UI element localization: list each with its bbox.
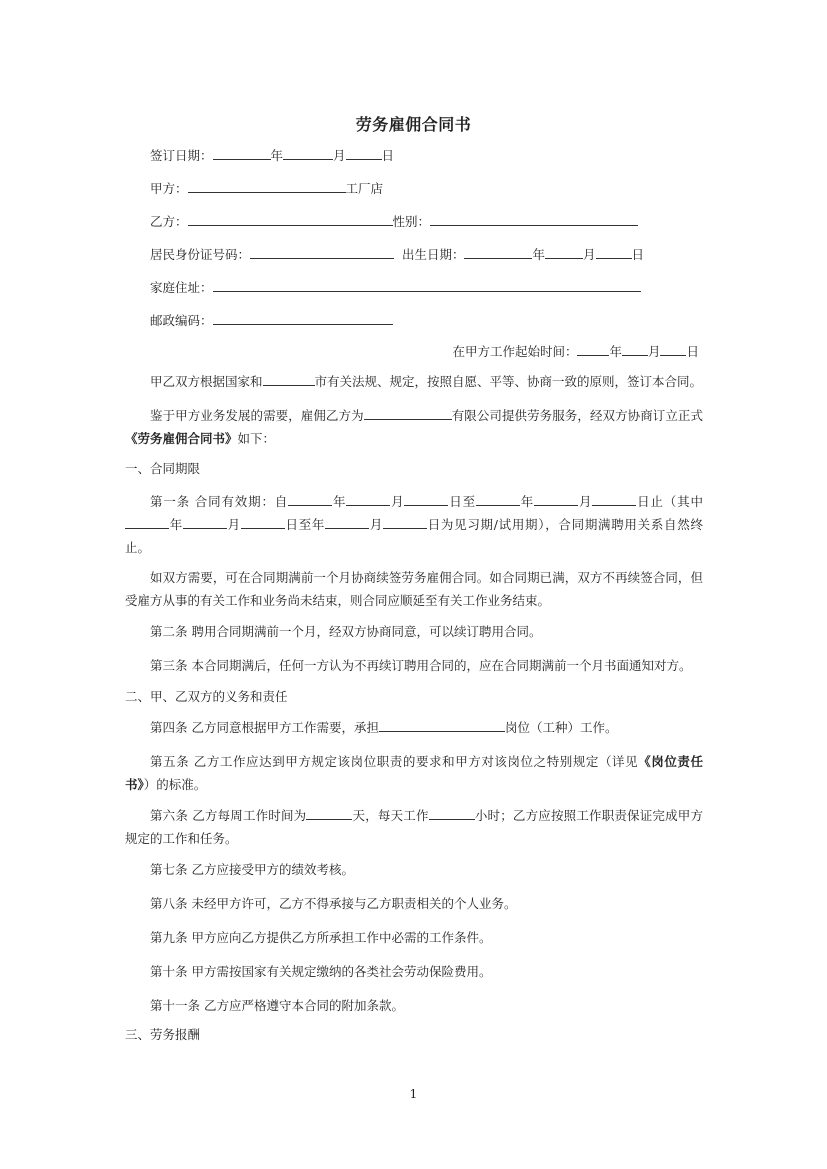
party-a-suffix: 工厂店: [345, 181, 384, 196]
id-label: 居民身份证号码：: [150, 247, 251, 262]
party-b-blank[interactable]: [188, 213, 393, 226]
birth-day-blank[interactable]: [596, 246, 632, 259]
trial-start-day-blank[interactable]: [241, 516, 285, 529]
trial-start-year-blank[interactable]: [125, 516, 169, 529]
start-day-blank[interactable]: [660, 343, 686, 356]
term-end-month-blank[interactable]: [534, 493, 578, 506]
gender-label: 性别：: [392, 214, 431, 229]
id-blank[interactable]: [250, 246, 394, 259]
intro-paragraph-2: 鉴于甲方业务发展的需要，雇佣乙方为 有限公司提供劳务服务，经双方协商订立正式《劳务雇佣合同书》如下：: [125, 408, 703, 446]
postcode-blank[interactable]: [213, 312, 393, 325]
party-b-label: 乙方：: [150, 214, 188, 229]
start-label: 在甲方工作起始时间：: [452, 344, 578, 359]
article-10: 第十条 甲方需按国家有关规定缴纳的各类社会劳动保险费用。: [150, 964, 492, 979]
article-11: 第十一条 乙方应严格遵守本合同的附加条款。: [150, 998, 404, 1013]
article-4: 第四条 乙方同意根据甲方工作需要，承担 岗位（工种）工作。: [150, 720, 618, 735]
id-birth-line: 居民身份证号码： 出生日期： 年 月 日: [150, 247, 645, 262]
month-blank[interactable]: [283, 147, 333, 160]
party-a-label: 甲方：: [150, 181, 188, 196]
article-2: 第二条 聘用合同期满前一个月，经双方协商同意，可以续订聘用合同。: [150, 624, 542, 639]
article-3: 第三条 本合同期满后，任何一方认为不再续订聘用合同的，应在合同期满前一个月书面通知对方。: [150, 658, 692, 673]
address-label: 家庭住址：: [150, 280, 213, 295]
day-blank[interactable]: [346, 147, 382, 160]
sign-date-line: 签订日期： 年 月 日: [150, 148, 395, 163]
birth-year-blank[interactable]: [464, 246, 532, 259]
birth-month-blank[interactable]: [545, 246, 583, 259]
company-blank[interactable]: [364, 407, 452, 420]
term-start-day-blank[interactable]: [404, 493, 448, 506]
party-a-line: [150, 180, 383, 197]
party-a-blank[interactable]: [188, 180, 346, 193]
postcode-label: 邮政编码：: [150, 313, 213, 328]
article-7: 第七条 乙方应接受甲方的绩效考核。: [150, 862, 354, 877]
gender-blank[interactable]: [430, 213, 638, 226]
year-blank[interactable]: [213, 147, 271, 160]
address-blank[interactable]: [213, 279, 641, 292]
section-heading-2: 二、甲、乙双方的义务和责任: [125, 689, 288, 704]
job-duty-ref: 《岗位责任书》: [125, 754, 703, 792]
contract-title-ref: 《劳务雇佣合同书》: [125, 431, 238, 446]
sign-date-label: 签订日期：: [150, 148, 213, 163]
start-month-blank[interactable]: [622, 343, 648, 356]
term-end-day-blank[interactable]: [592, 493, 636, 506]
birth-label: 出生日期：: [401, 247, 465, 262]
term-start-month-blank[interactable]: [346, 493, 390, 506]
article-5: 第五条 乙方工作应达到甲方规定该岗位职责的要求和甲方对该岗位之特别规定（详见《岗位责任书》）的标准。: [125, 754, 703, 792]
postcode-line: [150, 312, 393, 329]
renewal-paragraph: 如双方需要，可在合同期满前一个月协商续签劳务雇佣合同。如合同期已满，双方不再续签合同，但受雇方从事的有关工作和业务尚未结束，则合同应顺延至有关工作业务结束。: [125, 570, 703, 608]
article-9: 第九条 甲方应向乙方提供乙方所承担工作中必需的工作条件。: [150, 930, 492, 945]
document-title: 劳务雇佣合同书: [355, 115, 472, 134]
city-blank[interactable]: [263, 373, 315, 386]
start-time-line: 在甲方工作起始时间： 年 月 日: [452, 344, 699, 359]
section-heading-3: 三、劳务报酬: [125, 1027, 201, 1042]
address-line: [150, 279, 641, 296]
trial-end-month-blank[interactable]: [325, 516, 369, 529]
trial-start-month-blank[interactable]: [183, 516, 227, 529]
hours-per-day-blank[interactable]: [429, 807, 475, 820]
article-6: 第六条 乙方每周工作时间为 天，每天工作 小时；乙方应按照工作职责保证完成甲方规定的工作和任务。: [125, 808, 703, 846]
days-per-week-blank[interactable]: [306, 807, 352, 820]
page-number: 1: [409, 1087, 418, 1101]
party-b-line: [150, 213, 638, 230]
term-start-year-blank[interactable]: [288, 493, 332, 506]
section-heading-1: 一、合同期限: [125, 461, 201, 476]
article-8: 第八条 未经甲方许可，乙方不得承接与乙方职责相关的个人业务。: [150, 896, 517, 911]
position-blank[interactable]: [379, 719, 505, 732]
start-year-blank[interactable]: [577, 343, 609, 356]
intro-paragraph-1: 甲乙双方根据国家和 市有关法规、规定，按照自愿、平等、协商一致的原则，签订本合同。: [150, 374, 703, 389]
article-1: 第一条 合同有效期：自 年 月 日至 年 月 日止（其中年 月 日至年 月 日为见习期/试用期），合同期满聘用关系自然终止。: [125, 494, 703, 555]
trial-end-day-blank[interactable]: [383, 516, 427, 529]
term-end-year-blank[interactable]: [476, 493, 520, 506]
